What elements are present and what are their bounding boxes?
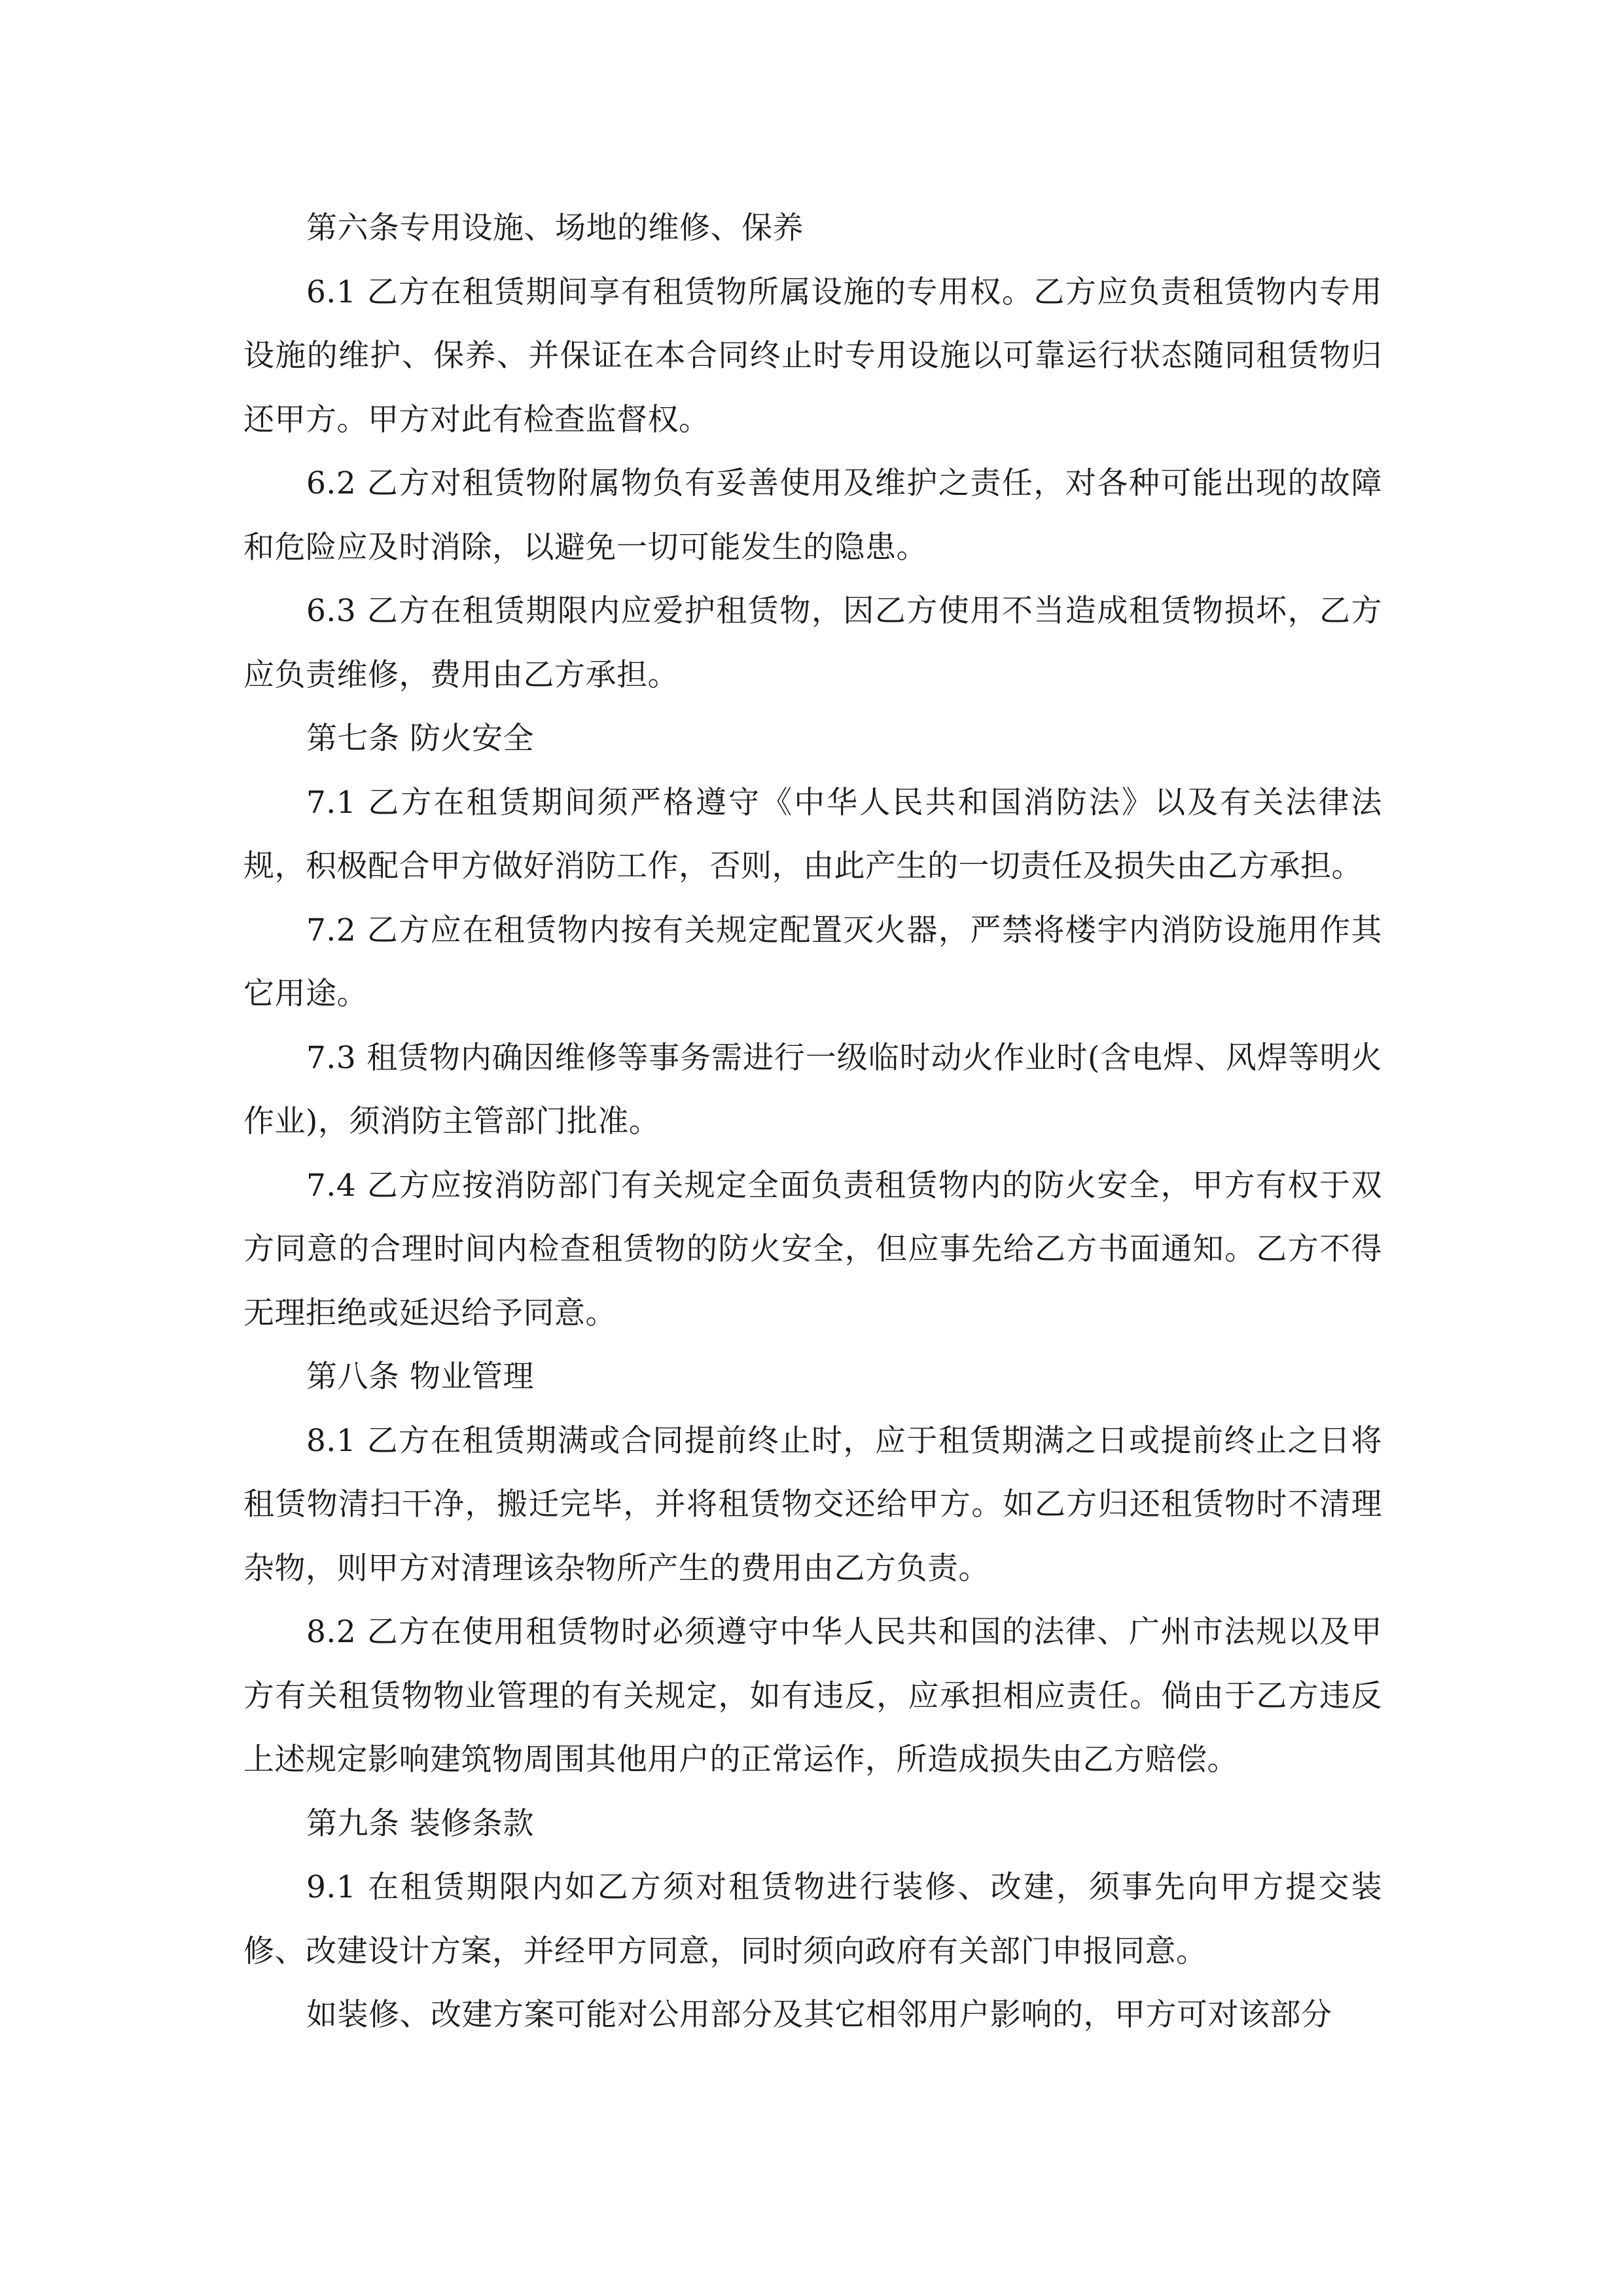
clause-7-1: 7.1 乙方在租赁期间须严格遵守《中华人民共和国消防法》以及有关法律法规，积极配合甲方做好消防工作，否则，由此产生的一切责任及损失由乙方承担。 — [243, 784, 1382, 884]
clause-6-2: 6.2 乙方对租赁物附属物负有妥善使用及维护之责任，对各种可能出现的故障和危险应及时消除，以避免一切可能发生的隐患。 — [243, 465, 1382, 565]
article-9-heading: 第九条 装修条款 — [306, 1805, 534, 1842]
clause-6-3: 6.3 乙方在租赁期限内应爱护租赁物，因乙方使用不当造成租赁物损坏，乙方应负责维修，费用由乙方承担。 — [243, 593, 1382, 693]
clause-8-2: 8.2 乙方在使用租赁物时必须遵守中华人民共和国的法律、广州市法规以及甲方有关租赁物物业管理的有关规定，如有违反，应承担相应责任。倘由于乙方违反上述规定影响建筑物周围其他用户的正常运作，所造成损失由乙方赔偿。 — [243, 1614, 1382, 1778]
article-7-heading: 第七条 防火安全 — [306, 721, 534, 757]
document-body — [243, 196, 1382, 2047]
article-6-heading: 第六条专用设施、场地的维修、保养 — [306, 210, 804, 246]
clause-7-4: 7.4 乙方应按消防部门有关规定全面负责租赁物内的防火安全，甲方有权于双方同意的合理时间内检查租赁物的防火安全，但应事先给乙方书面通知。乙方不得无理拒绝或延迟给予同意。 — [243, 1167, 1382, 1331]
clause-7-3: 7.3 租赁物内确因维修等事务需进行一级临时动火作业时(含电焊、风焊等明火作业)，须消防主管部门批准。 — [243, 1039, 1382, 1139]
clause-7-2: 7.2 乙方应在租赁物内按有关规定配置灭火器，严禁将楼宇内消防设施用作其它用途。 — [243, 912, 1382, 1012]
clause-8-1: 8.1 乙方在租赁期满或合同提前终止时，应于租赁期满之日或提前终止之日将租赁物清扫干净，搬迁完毕，并将租赁物交还给甲方。如乙方归还租赁物时不清理杂物，则甲方对清理该杂物所产生的费用由乙方负责。 — [243, 1422, 1382, 1587]
clause-9-1-continued: 如装修、改建方案可能对公用部分及其它相邻用户影响的，甲方可对该部分 — [306, 1997, 1332, 2033]
clause-6-1: 6.1 乙方在租赁期间享有租赁物所属设施的专用权。乙方应负责租赁物内专用设施的维护、保养、并保证在本合同终止时专用设施以可靠运行状态随同租赁物归还甲方。甲方对此有检查监督权。 — [243, 274, 1382, 438]
article-8-heading: 第八条 物业管理 — [306, 1359, 534, 1395]
clause-9-1: 9.1 在租赁期限内如乙方须对租赁物进行装修、改建，须事先向甲方提交装修、改建设计方案，并经甲方同意，同时须向政府有关部门申报同意。 — [243, 1869, 1382, 1969]
